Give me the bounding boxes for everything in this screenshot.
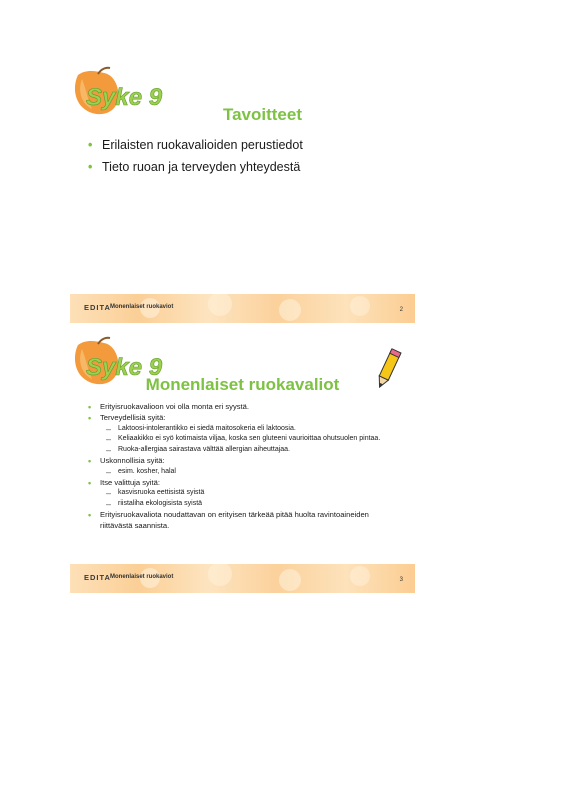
slide-title: Tavoitteet bbox=[222, 105, 303, 124]
list-item: • Itse valittuja syitä: – kasvisruoka eettisistä syistä – riistaliha ekologisista syistä bbox=[88, 478, 385, 510]
list-item: • Erilaisten ruokavalioiden perustiedot bbox=[88, 134, 405, 156]
footer-text: Monenlaiset ruokaviot bbox=[110, 574, 174, 580]
page-number: 2 bbox=[399, 307, 403, 313]
slide-title: Monenlaiset ruokavaliot bbox=[145, 375, 340, 394]
edita-logo: EDITA bbox=[84, 303, 111, 312]
footer-text: Monenlaiset ruokaviot bbox=[110, 304, 174, 310]
bullet-list bbox=[88, 134, 405, 178]
bullet-list bbox=[88, 402, 385, 532]
sub-list bbox=[100, 424, 385, 456]
list-item: • Terveydellisiä syitä: – Laktoosi-intolerantikko ei siedä maitosokeria eli laktoosia. – Keliaakikko ei syö kotimaista viljaa, koska sen gluteeni vaurioittaa ohutsuolen pintaa. – Ruoka-allergiaa sairastava välttää allergian aiheuttajaa. bbox=[88, 413, 385, 456]
edita-logo: EDITA bbox=[84, 573, 111, 582]
list-item: • Erityisruokavaliota noudattavan on erityisen tärkeää pitää huolta ravintoaineiden riittävästä saannista. bbox=[88, 510, 385, 532]
sub-list bbox=[100, 488, 385, 510]
sub-list-item: – Laktoosi-intolerantikko ei siedä maitosokeria eli laktoosia. bbox=[106, 424, 385, 435]
slide-2 bbox=[70, 335, 415, 593]
sub-list-item: – Keliaakikko ei syö kotimaista viljaa, koska sen gluteeni vaurioittaa ohutsuolen pintaa. bbox=[106, 434, 385, 445]
slide-footer bbox=[70, 562, 415, 593]
sub-list-item: – riistaliha ekologisista syistä bbox=[106, 499, 385, 510]
list-item: • Uskonnollisia syitä: – esim. kosher, halal bbox=[88, 456, 385, 478]
sub-list-item: – kasvisruoka eettisistä syistä bbox=[106, 488, 385, 499]
svg-text:Syke 9: Syke 9 bbox=[86, 354, 163, 381]
sub-list-item: – esim. kosher, halal bbox=[106, 467, 385, 478]
page-number: 3 bbox=[399, 577, 403, 583]
list-item: • Tieto ruoan ja terveyden yhteydestä bbox=[88, 156, 405, 178]
sub-list bbox=[100, 467, 385, 478]
pencil-icon bbox=[373, 347, 403, 396]
svg-text:Syke 9: Syke 9 bbox=[86, 84, 163, 111]
sub-list-item: – Ruoka-allergiaa sairastava välttää allergian aiheuttajaa. bbox=[106, 445, 385, 456]
list-item: • Erityisruokavalioon voi olla monta eri syystä. bbox=[88, 402, 385, 413]
slide-1 bbox=[70, 65, 415, 323]
slide-footer bbox=[70, 292, 415, 323]
